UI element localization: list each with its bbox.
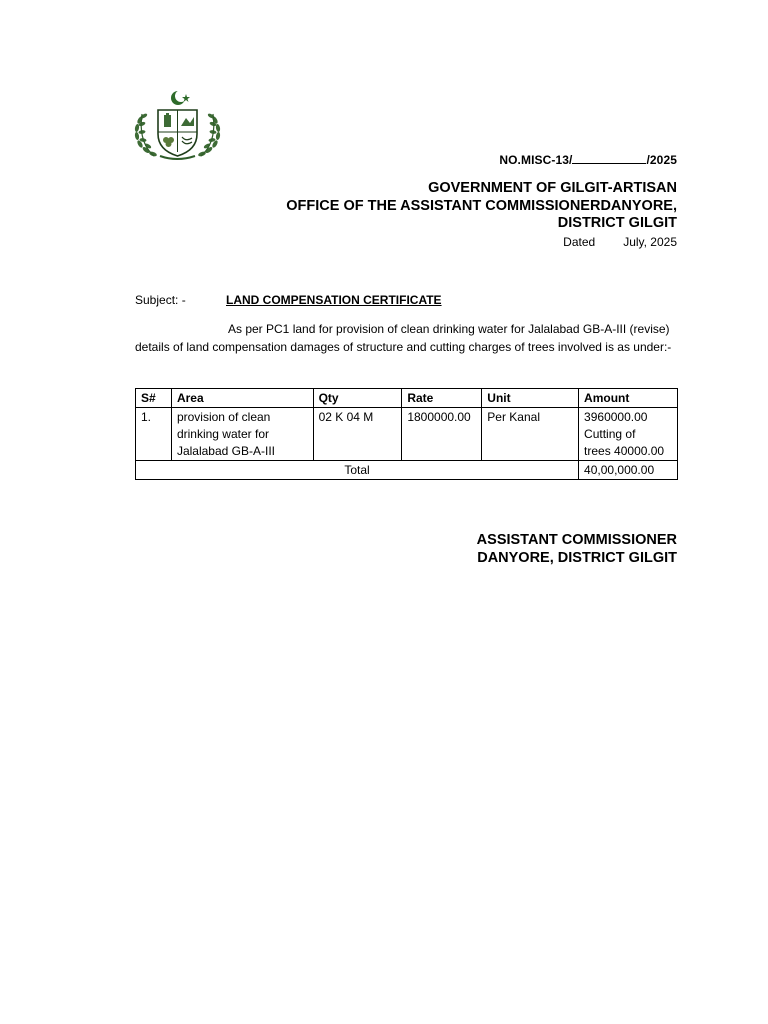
date-line [563,235,677,249]
header-rate: Rate [402,389,482,408]
cell-amount-line: Cutting of [584,427,636,441]
office-heading [286,180,677,233]
total-label: Total [136,461,579,480]
crescent-star-icon [171,90,190,105]
government-emblem-icon [130,90,225,162]
signature-title: ASSISTANT COMMISSIONER [476,532,677,548]
signature-block [477,531,677,567]
header-amount: Amount [579,389,678,408]
cell-amount [579,408,678,461]
table-total-row [136,461,678,480]
dated-value: July, 2025 [623,235,677,249]
reference-prefix: NO.MISC-13/ [499,153,573,167]
cell-rate: 1800000.00 [402,408,482,461]
subject-title: LAND COMPENSATION CERTIFICATE [226,293,442,307]
header-sno: S# [136,389,172,408]
reference-blank [572,152,646,164]
heading-line-office: OFFICE OF THE ASSISTANT COMMISSIONERDANYORE, [286,197,677,214]
cell-qty: 02 K 04 M [313,408,402,461]
dated-label: Dated [563,235,596,249]
signature-location: DANYORE, DISTRICT GILGIT [477,550,677,566]
compensation-table [135,388,678,480]
subject-label: Subject: - [135,293,186,307]
header-qty: Qty [313,389,402,408]
cell-sno: 1. [136,408,172,461]
table-header-row [136,389,678,408]
cell-area-line: provision of clean [176,410,271,424]
cell-amount-line: trees 40000.00 [584,444,665,458]
header-area: Area [171,389,313,408]
cell-unit: Per Kanal [482,408,579,461]
cell-area [171,408,313,461]
reference-number [499,152,677,167]
heading-line-government: GOVERNMENT OF GILGIT-ARTISAN [428,180,677,196]
body-paragraph: As per PC1 land for provision of clean drinking water for Jalalabad GB-A-III (revise) details of land compensation damages of structure and cutting charges of trees involved is as under:- [135,322,672,354]
heading-line-district: DISTRICT GILGIT [557,215,677,231]
cell-area-line: Jalalabad GB-A-III [176,444,275,458]
total-value: 40,00,000.00 [579,461,678,480]
cell-amount-line: 3960000.00 [584,410,648,424]
reference-suffix: /2025 [646,153,677,167]
header-unit: Unit [482,389,579,408]
cell-area-line: drinking water for [176,427,269,441]
table-row [136,408,678,461]
